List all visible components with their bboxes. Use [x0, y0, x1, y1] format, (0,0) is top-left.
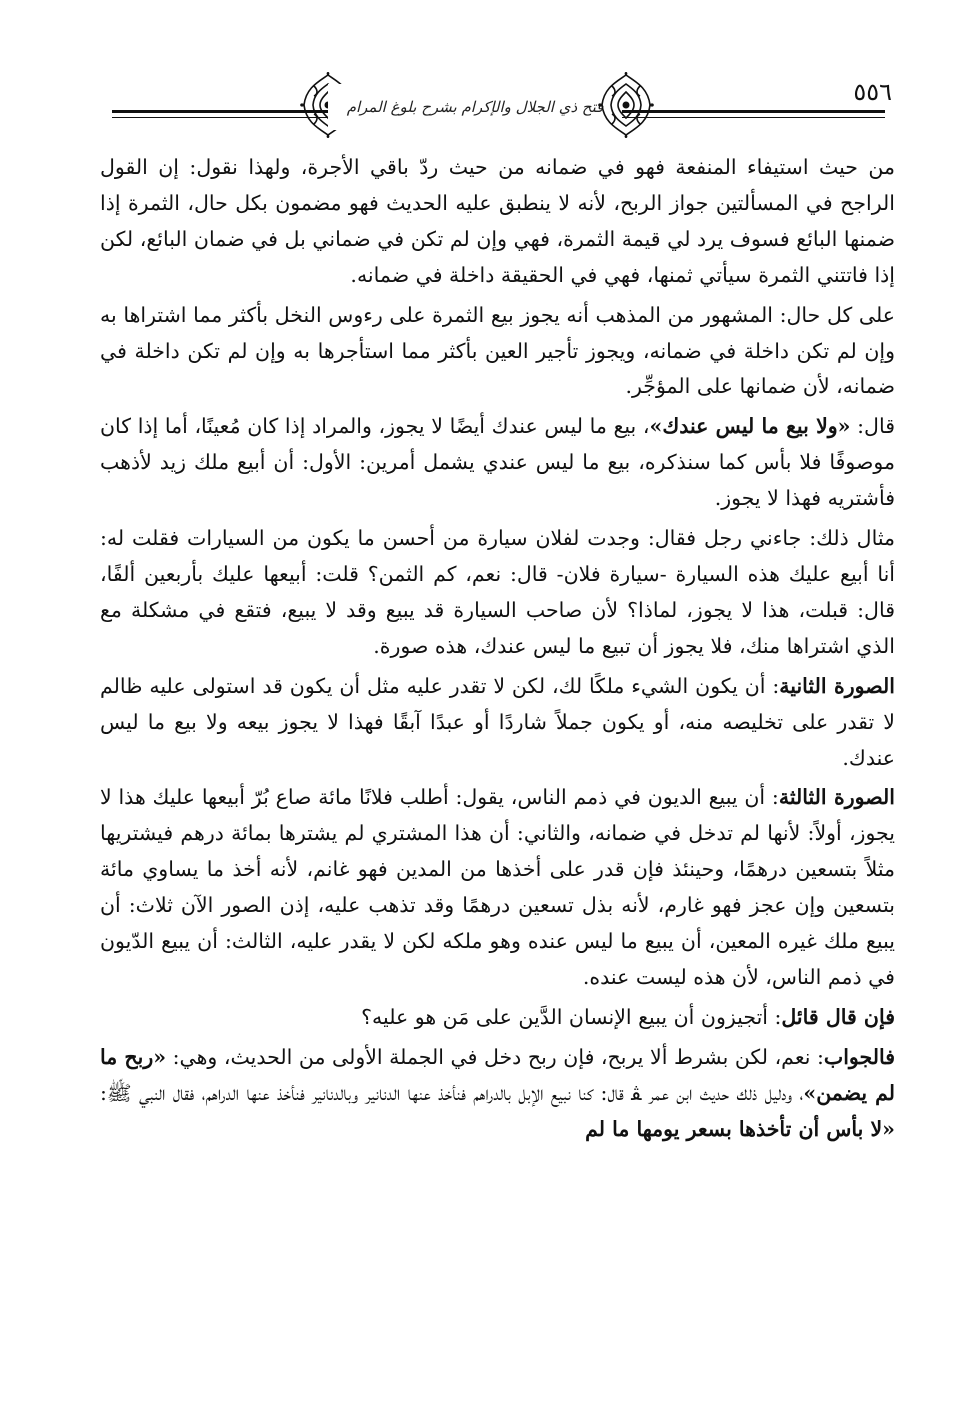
bold-text-segment: الصورة الثالثة — [778, 785, 895, 810]
page-body — [100, 150, 895, 1147]
book-title: فتح ذي الجلال والإكرام بشرح بلوغ المرام — [346, 98, 604, 116]
bold-text-segment: فالجواب — [823, 1044, 895, 1069]
text-segment: : أن يبيع الديون في ذمم الناس، يقول: أطلب فلانًا مائة صاع بُرّ أبيعها عليك هذا لا يجوز، أولاً: لأنها لم تدخل في ضمانه، والثاني: أن هذا المشتري لم يشترها بمائة درهم فيشتريها مثلاً بتسعين درهمًا، وحينئذ فإن قدر على أخذها من المدين فهو غانم، لأنه أخذ ما يساوي مائة بتسعين وإن عجز فهو غارم، لأنه بذل تسعين درهمًا وقد تذهب عليه، إذن الصور الآن ثلاث: أن يبيع ملك غيره المعين، أن يبيع ما ليس عنده وهو ملكه لكن لا يقدر عليه، الثالث: أن يبيع الدّيون في ذمم الناس، لأن هذه ليست عنده. — [100, 785, 895, 989]
body-paragraph — [100, 669, 895, 777]
bold-text-segment: فإن قال قائل — [781, 1004, 895, 1029]
text-segment: من حيث استيفاء المنفعة فهو في ضمانه من حيث ردّ باقي الأجرة، ولهذا نقول: إن القول الراجح في المسألتين جواز الربح، لأنه لا ينطبق عليه الحديث فهو مضمون بكل حال، الثمرة إذا ضمنها البائع فسوف يرد لي قيمة الثمرة، فهي وإن لم تكن في ضماني بل في ضمان البائع، لكن إذا فاتتني الثمرة سيأتي ثمنها، فهي في الحقيقة داخلة في ضمانه. — [100, 155, 895, 287]
body-paragraph — [100, 1000, 895, 1036]
page-number: ٥٥٦ — [853, 78, 892, 106]
text-segment: ، ودليل ذلك حديث ابن عمر ﭭ قال: كنا نبيع الإبل بالدراهم فنأخذ عنها الدنانير وبالدنانير فنأخذ عنها الدراهم، فقال النبي ﷺ: — [100, 1080, 804, 1105]
text-segment: : أتجيزون أن يبيع الإنسان الدَّين على مَن هو عليه؟ — [361, 1004, 782, 1029]
bold-text-segment: «لا بأس أن تأخذها بسعر يومها ما لم — [585, 1116, 895, 1141]
book-title-band — [328, 84, 622, 130]
right-ornament-icon — [598, 72, 654, 138]
bold-text-segment: «ولا بيع ما ليس عندك» — [649, 414, 851, 439]
text-segment: ، بيع ما ليس عندك أيضًا لا يجوز، والمراد إذا كان مُعينًا، أما إذا كان موصوفًا فلا بأس كما سنذكره، بيع ما ليس عندي يشمل أمرين: الأول: أن أبيع ملك زيد لأذهب فأشتريه فهذا لا يجوز. — [100, 414, 895, 511]
body-paragraph — [100, 298, 895, 406]
bold-text-segment: الصورة الثانية — [779, 673, 895, 698]
body-paragraph — [100, 1040, 895, 1148]
text-segment: : نعم، لكن بشرط ألا يربح، فإن ربح دخل في الجملة الأولى من الحديث، وهي: — [166, 1044, 824, 1069]
text-segment: : أن يكون الشيء ملكًا لك، لكن لا تقدر عليه مثل أن يكون قد استولى عليه ظالم لا تقدر على تخليصه منه، أو يكون جملاً شاردًا أو عبدًا آبقًا فهذا لا يجوز بيعه ولا بيع ما ليس عندك. — [100, 673, 895, 770]
body-paragraph — [100, 150, 895, 294]
running-header — [100, 62, 895, 152]
text-segment: مثال ذلك: جاءني رجل فقال: وجدت لفلان سيارة من أحسن ما يكون من السيارات فقلت له: أنا أبيع عليك هذه السيارة -سيارة فلان- قال: نعم، كم الثمن؟ قلت: أبيعها عليك بأربعين ألفًا، قال: قبلت، هذا لا يجوز، لماذا؟ لأن صاحب السيارة قد يبيع وقد لا يبيع، فتقع في مشكلة مع الذي اشتراها منك، فلا يجوز أن تبيع ما ليس عندك، هذه صورة. — [100, 526, 895, 658]
body-paragraph — [100, 780, 895, 995]
text-segment: على كل حال: المشهور من المذهب أنه يجوز بيع الثمرة على رءوس النخل بأكثر مما اشتراها به وإن لم تكن داخلة في ضمانه، ويجوز تأجير العين بأكثر مما استأجرها به وإن لم تكن داخلة في ضمانه، لأن ضمانها على المؤجِّر. — [100, 302, 895, 399]
body-paragraph — [100, 409, 895, 517]
bold-text-segment: «ربح ما لم يضمن» — [100, 1044, 895, 1105]
body-paragraph — [100, 521, 895, 665]
text-segment: قال: — [850, 414, 895, 439]
